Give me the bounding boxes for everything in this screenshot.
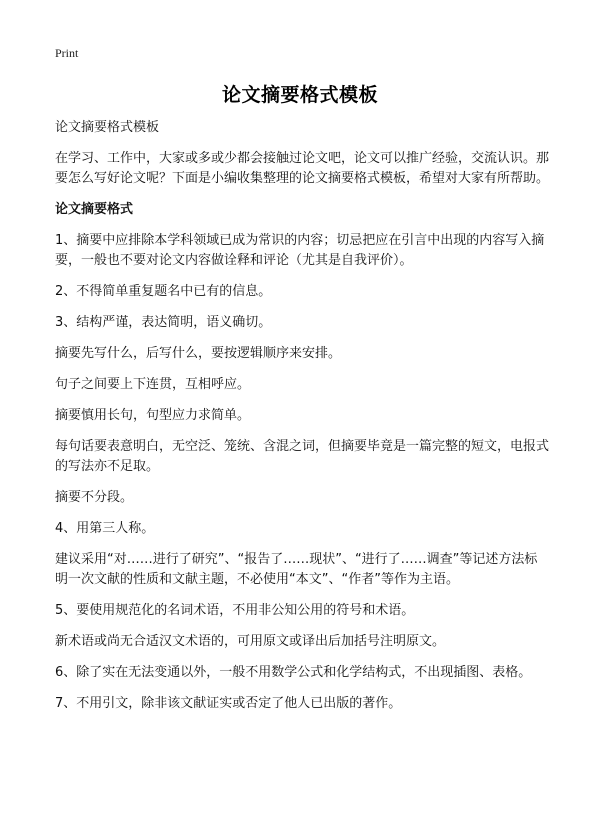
paragraph-rule-7: 7、不用引文，除非该文献证实或否定了他人已出版的著作。 [55, 696, 402, 711]
document-body [55, 118, 550, 725]
document-title: 论文摘要格式模板 [221, 84, 378, 106]
paragraph-rule-4: 4、用第三人称。 [55, 521, 155, 536]
paragraph-detail: 建议采用“对……进行了研究”、“报告了……现状”、“进行了……调查”等记述方法标明一次文献的性质和文献主题，不必使用“本文”、“作者”等作为主语。 [55, 552, 538, 587]
paragraph-subtitle: 论文摘要格式模板 [55, 120, 160, 135]
paragraph-detail: 摘要先写什么，后写什么，要按逻辑顺序来安排。 [55, 346, 342, 361]
paragraph-rule-2: 2、不得简单重复题名中已有的信息。 [55, 284, 272, 299]
paragraph-detail: 摘要慎用长句，句型应力求简单。 [55, 408, 251, 423]
section-heading: 论文摘要格式 [55, 202, 134, 217]
paragraph-intro: 在学习、工作中，大家或多或少都会接触过论文吧，论文可以推广经验，交流认识。那要怎么写好论文呢？下面是小编收集整理的论文摘要格式模板，希望对大家有所帮助。 [55, 151, 550, 186]
paragraph-detail: 摘要不分段。 [55, 490, 134, 505]
paragraph-detail: 每句话要表意明白，无空泛、笼统、含混之词，但摘要毕竟是一篇完整的短文，电报式的写法亦不足取。 [55, 439, 550, 474]
print-link[interactable]: Print [55, 46, 79, 60]
paragraph-rule-5: 5、要使用规范化的名词术语，不用非公知公用的符号和术语。 [55, 603, 415, 618]
paragraph-rule-3: 3、结构严谨，表达简明，语义确切。 [55, 315, 272, 330]
paragraph-detail: 句子之间要上下连贯，互相呼应。 [55, 377, 251, 392]
paragraph-detail: 新术语或尚无合适汉文术语的，可用原文或译出后加括号注明原文。 [55, 634, 446, 649]
paragraph-rule-6: 6、除了实在无法变通以外，一般不用数学公式和化学结构式，不出现插图、表格。 [55, 665, 532, 680]
paragraph-rule-1: 1、摘要中应排除本学科领域已成为常识的内容；切忌把应在引言中出现的内容写入摘要，一般也不要对论文内容做诠释和评论（尤其是自我评价）。 [55, 233, 545, 268]
